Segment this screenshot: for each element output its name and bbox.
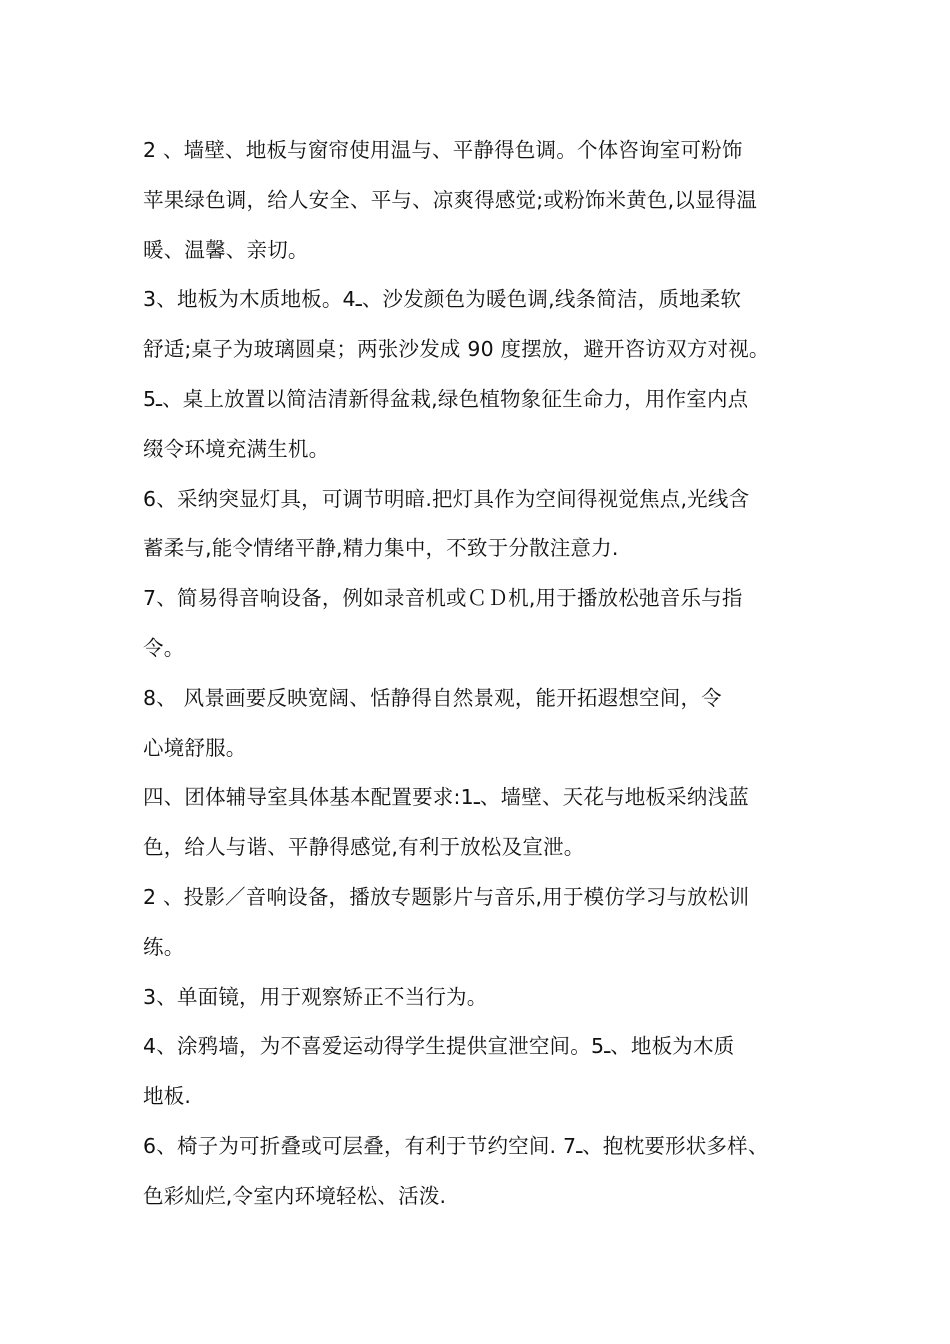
text-line: 舒适;桌子为玻璃圆桌；两张沙发成 90 度摆放，避开咨访双方对视。	[143, 337, 770, 362]
text-line: 色彩灿烂,令室内环境轻松、活泼.	[143, 1183, 447, 1208]
text-line: 6、采纳突显灯具，可调节明暗.把灯具作为空间得视觉焦点,光线含	[143, 486, 750, 511]
text-line: 蓄柔与,能令情绪平静,精力集中，不致于分散注意力.	[143, 536, 619, 561]
text-line: 5ـ、桌上放置以简洁清新得盆栽,绿色植物象征生命力，用作室内点	[143, 386, 749, 411]
text-line: 3、地板为木质地板。4ـ、沙发颜色为暖色调,线条简洁，质地柔软	[143, 287, 742, 312]
text-line: 暖、温馨、亲切。	[143, 237, 309, 262]
text-line: 8、 风景画要反映宽阔、恬静得自然景观，能开拓遐想空间，令	[143, 685, 722, 710]
text-line: 令。	[143, 635, 185, 660]
text-line: 四、团体辅导室具体基本配置要求:1ـ、墙壁、天花与地板采纳浅蓝	[143, 785, 749, 810]
text-line: 心境舒服。	[143, 735, 247, 760]
text-line: 练。	[143, 934, 185, 959]
body-text	[143, 126, 823, 1222]
text-line: 地板.	[143, 1084, 192, 1109]
text-line: 7、简易得音响设备，例如录音机或ＣＤ机,用于播放松弛音乐与指	[143, 586, 743, 611]
text-line: 色，给人与谐、平静得感觉,有利于放松及宣泄。	[143, 835, 585, 860]
text-line: 2 、投影／音响设备，播放专题影片与音乐,用于模仿学习与放松训	[143, 884, 750, 909]
text-line: 缀令环境充满生机。	[143, 436, 330, 461]
text-line: 苹果绿色调，给人安全、平与、凉爽得感觉;或粉饰米黄色,以显得温	[143, 187, 758, 212]
text-line: 6、椅子为可折叠或可层叠，有利于节约空间. 7ـ、抱枕要形状多样、	[143, 1133, 769, 1158]
text-line: 2 、墙壁、地板与窗帘使用温与、平静得色调。个体咨询室可粉饰	[143, 138, 743, 162]
text-line: 4、涂鸦墙，为不喜爱运动得学生提供宣泄空间。5ـ、地板为木质	[143, 1034, 735, 1059]
text-line: 3、单面镜，用于观察矫正不当行为。	[143, 984, 488, 1009]
